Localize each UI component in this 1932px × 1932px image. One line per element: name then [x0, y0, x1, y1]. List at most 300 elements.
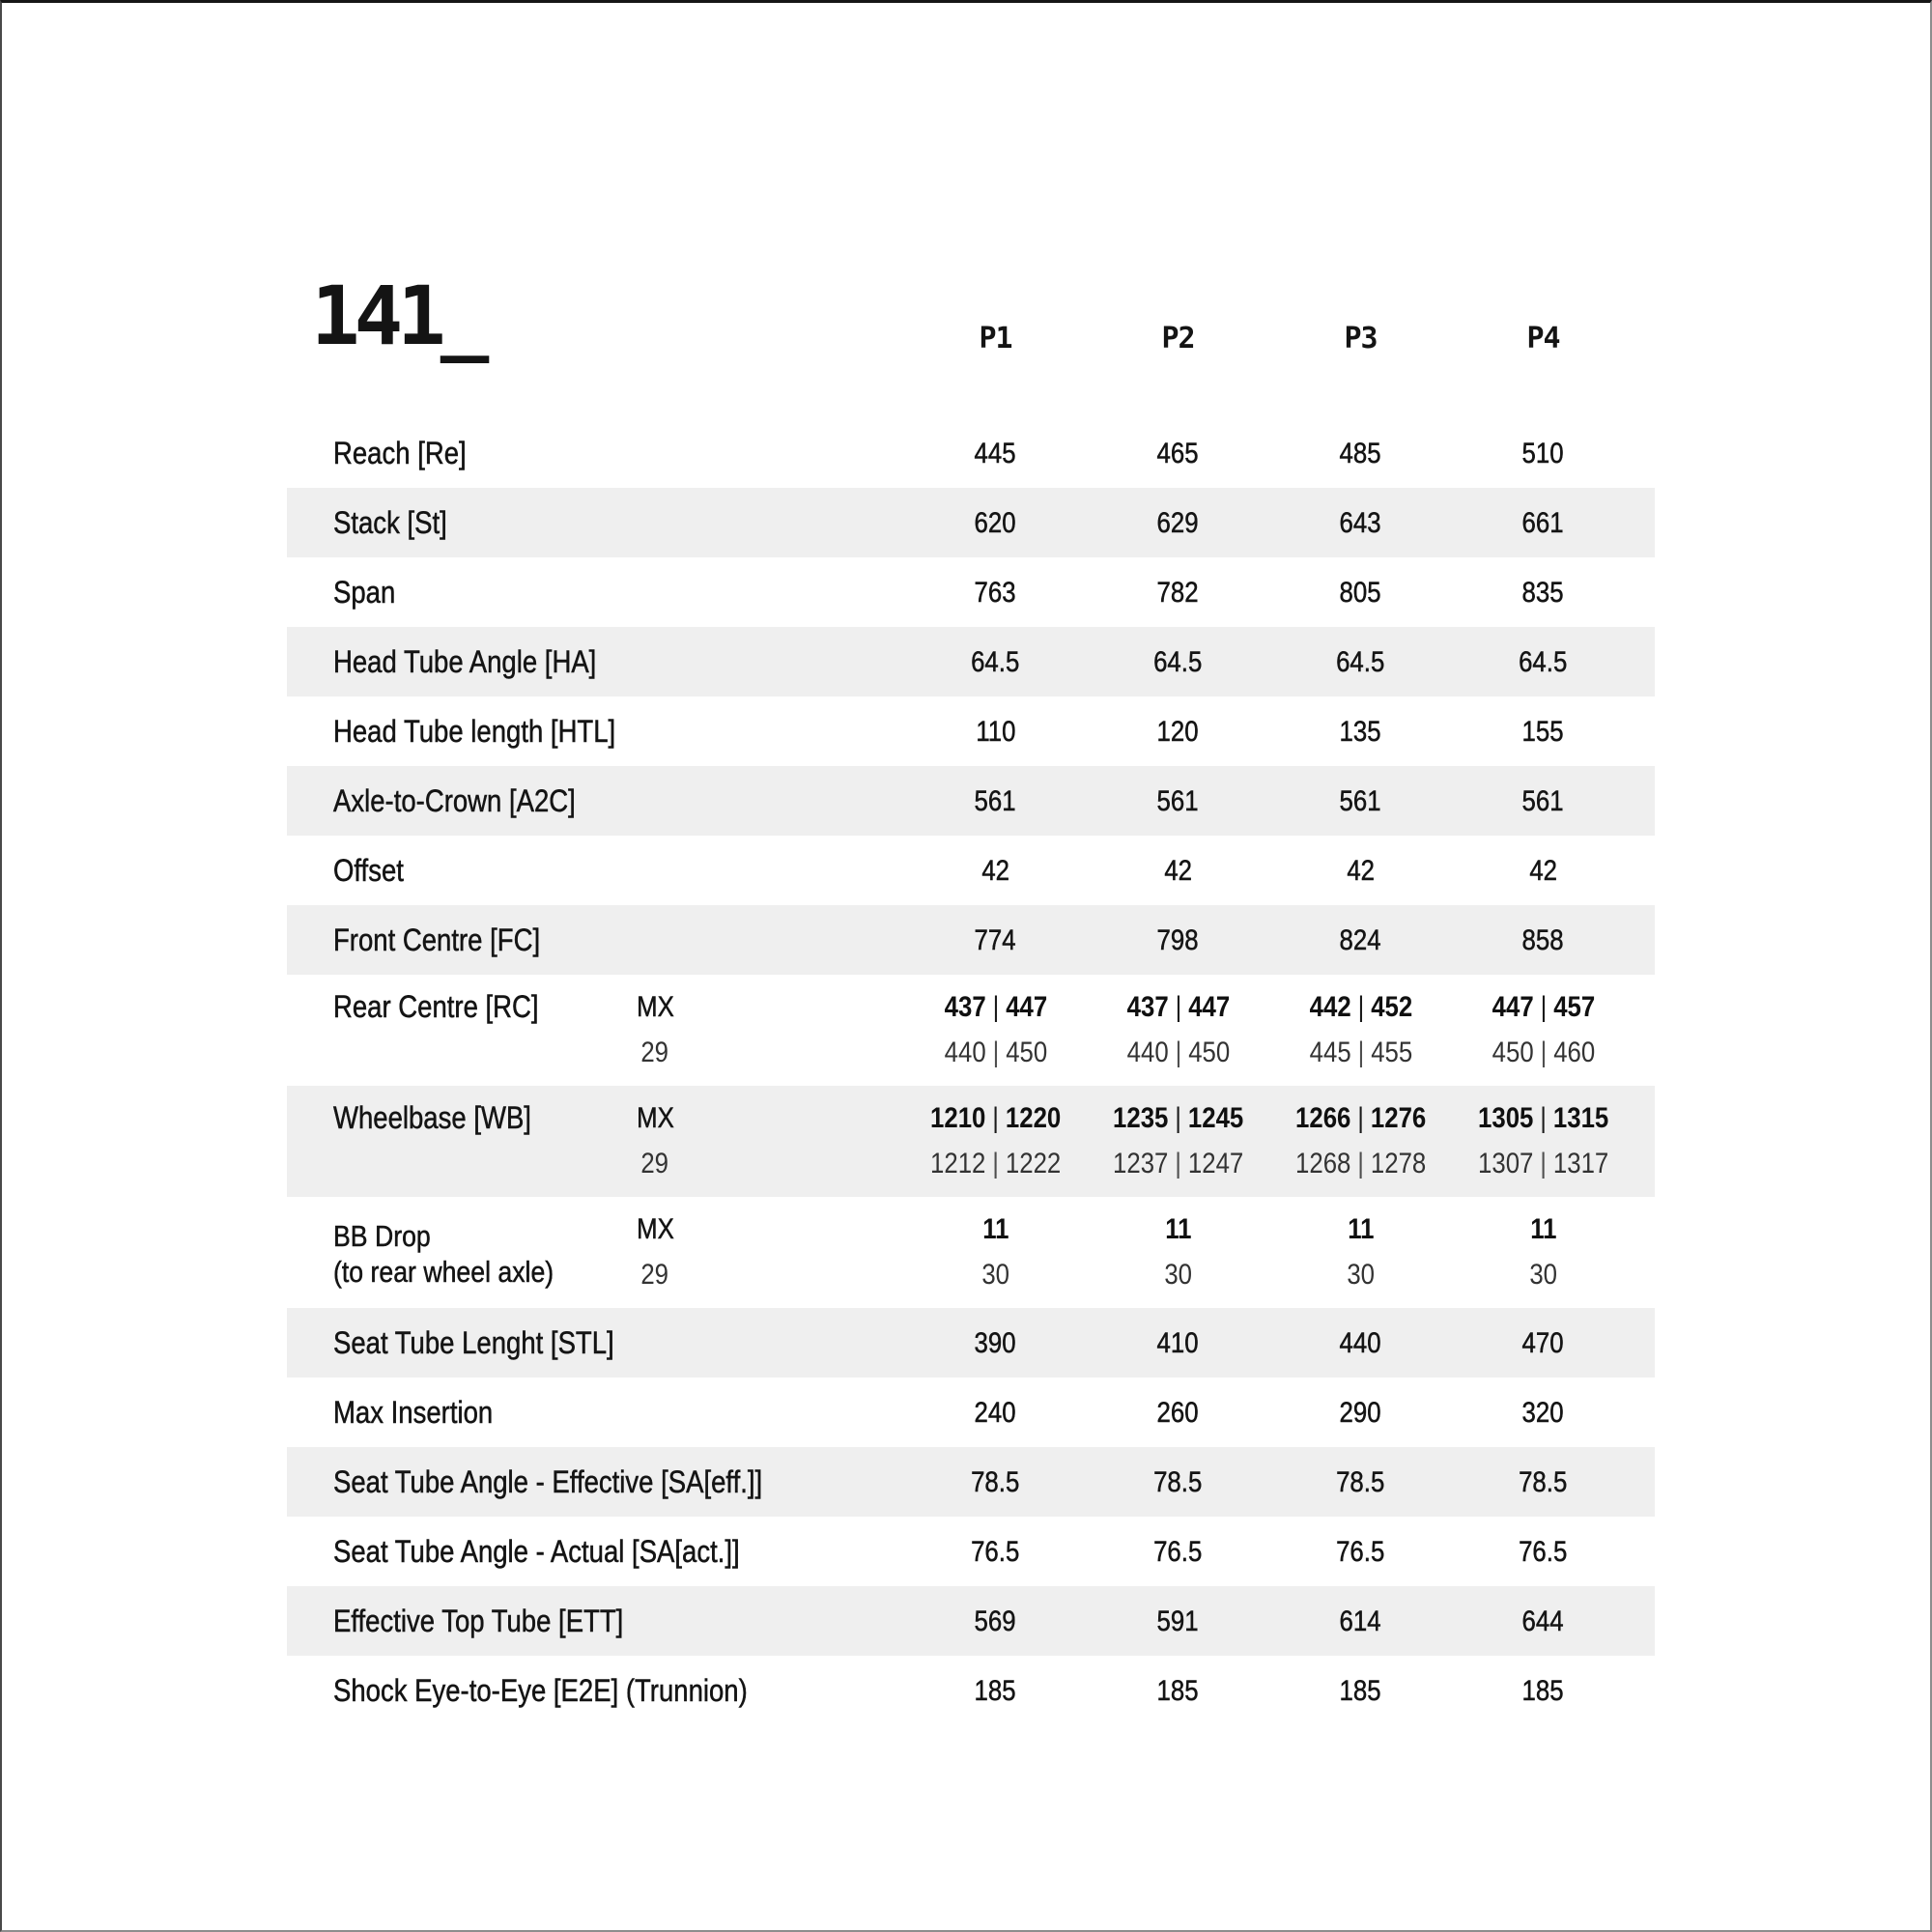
- divider-bar-glyph: |: [1357, 1037, 1364, 1068]
- value-cell: [1452, 918, 1634, 963]
- value-cell: [1452, 709, 1634, 754]
- row-sub-column: [577, 1086, 733, 1197]
- value-line: [1452, 918, 1634, 963]
- value-cell: [1087, 709, 1269, 754]
- value-line: [1087, 1460, 1269, 1505]
- divider-bar-glyph: |: [1175, 1102, 1181, 1134]
- row-values: [904, 1321, 1634, 1366]
- cell-text: 64.5: [1336, 645, 1385, 678]
- value-line: [1452, 848, 1634, 894]
- row-sub-column: [577, 1197, 733, 1308]
- table-row: [287, 418, 1655, 488]
- row-label: [287, 643, 597, 680]
- table-row: [287, 836, 1655, 905]
- value-line: [577, 984, 733, 1030]
- value-line: [1452, 639, 1634, 685]
- cell-text: 78.5: [1153, 1465, 1203, 1498]
- value-line: [1269, 984, 1452, 1030]
- value-line: [1087, 1207, 1269, 1252]
- cell-text: 782: [1156, 576, 1200, 609]
- cell-text: 30: [981, 1259, 1009, 1291]
- cell-text: 11: [1529, 1213, 1557, 1245]
- cell-text: 835: [1521, 576, 1565, 609]
- value-cell: [904, 570, 1087, 615]
- value-line: [1087, 1390, 1269, 1435]
- value-line: [1452, 1599, 1634, 1644]
- row-values: [904, 1086, 1634, 1197]
- row-label-line2: [333, 1254, 577, 1290]
- value-cell: [904, 1086, 1087, 1197]
- value-line: [1269, 1390, 1452, 1435]
- row-label: [287, 575, 577, 611]
- value-line: [1452, 500, 1634, 546]
- geometry-table: [287, 269, 1655, 1725]
- value-line: [1269, 1141, 1452, 1186]
- cell-text: 240: [974, 1396, 1017, 1429]
- cell-text: BB Drop: [333, 1219, 431, 1253]
- column-header-p2: P2: [1161, 322, 1195, 356]
- row-label: [287, 1672, 748, 1709]
- value-line: [904, 1668, 1087, 1714]
- cell-text: MX: [636, 1102, 674, 1134]
- row-label: [287, 853, 577, 889]
- row-values: [904, 918, 1634, 963]
- value-cell: [1269, 1529, 1452, 1575]
- value-line: [904, 570, 1087, 615]
- value-line: [1269, 1321, 1452, 1366]
- cell-text: 614: [1339, 1605, 1382, 1637]
- cell-text: Seat Tube Lenght [STL]: [333, 1324, 614, 1360]
- value-cell: [904, 1390, 1087, 1435]
- cell-text: 42: [981, 854, 1009, 887]
- divider-bar-glyph: |: [1540, 991, 1547, 1023]
- value-cell: [1087, 779, 1269, 824]
- value-cell: [904, 709, 1087, 754]
- value-cell: [1087, 431, 1269, 476]
- table-row: [287, 1197, 1655, 1308]
- cell-text: 185: [1156, 1674, 1200, 1707]
- row-values: [904, 639, 1634, 685]
- value-cell: [1087, 1197, 1269, 1308]
- value-line: [1452, 1030, 1634, 1075]
- title-cell: [287, 269, 577, 363]
- value-line: [1087, 1529, 1269, 1575]
- row-label: [287, 505, 577, 541]
- value-line: [577, 1030, 733, 1075]
- row-label: [287, 436, 577, 471]
- value-line: [904, 1460, 1087, 1505]
- divider-bar-glyph: |: [992, 991, 999, 1023]
- value-line: [1269, 1030, 1452, 1075]
- cell-text: MX: [636, 991, 674, 1023]
- value-cell: [904, 848, 1087, 894]
- row-values: [904, 431, 1634, 476]
- value-cell: [1087, 1321, 1269, 1366]
- value-line: [1087, 1321, 1269, 1366]
- value-line: [1087, 709, 1269, 754]
- cell-text: 30: [1347, 1259, 1375, 1291]
- value-cell: [1452, 779, 1634, 824]
- cell-text: 629: [1156, 506, 1200, 539]
- cell-text: 29: [640, 1037, 669, 1068]
- cell-text: 510: [1521, 437, 1565, 469]
- value-cell: [1269, 1321, 1452, 1366]
- value-cell: [1269, 1086, 1452, 1197]
- cell-text: 29: [640, 1148, 669, 1179]
- table-row: [287, 1378, 1655, 1447]
- value-line: [1087, 1252, 1269, 1297]
- row-values: [904, 848, 1634, 894]
- cell-text: 450 | 460: [1492, 1037, 1595, 1068]
- cell-text: 437 | 447: [944, 991, 1047, 1023]
- cell-text: 120: [1156, 715, 1200, 748]
- row-values: [904, 1599, 1634, 1644]
- cell-text: 185: [974, 1674, 1017, 1707]
- divider-bar-glyph: |: [992, 1037, 999, 1068]
- cell-text: 155: [1521, 715, 1565, 748]
- value-cell: [1452, 1321, 1634, 1366]
- divider-bar-glyph: |: [1540, 1102, 1547, 1134]
- cell-text: Axle-to-Crown [A2C]: [333, 782, 576, 818]
- cell-text: 798: [1156, 923, 1200, 956]
- value-line: [1452, 709, 1634, 754]
- value-cell: [1087, 639, 1269, 685]
- cell-text: 76.5: [1153, 1535, 1203, 1568]
- cell-text: 569: [974, 1605, 1017, 1637]
- row-values: [904, 779, 1634, 824]
- table-row: [287, 766, 1655, 836]
- value-line: [1452, 1095, 1634, 1141]
- value-cell: [904, 1321, 1087, 1366]
- divider-bar-glyph: |: [992, 1102, 999, 1134]
- value-cell: [1087, 1668, 1269, 1714]
- value-cell: [1087, 1529, 1269, 1575]
- value-cell: [1087, 848, 1269, 894]
- cell-text: 64.5: [971, 645, 1020, 678]
- value-cell: [1452, 1086, 1634, 1197]
- cell-text: 42: [1529, 854, 1557, 887]
- value-line: [904, 1030, 1087, 1075]
- value-line: [904, 1529, 1087, 1575]
- value-line: [1087, 1599, 1269, 1644]
- row-label: [287, 1395, 577, 1431]
- cell-text: 437 | 447: [1126, 991, 1230, 1023]
- value-cell: [1452, 848, 1634, 894]
- row-label-line1: [333, 1218, 577, 1254]
- value-line: [577, 1141, 733, 1186]
- divider-bar-glyph: |: [1175, 1037, 1181, 1068]
- divider-bar-glyph: |: [1357, 1148, 1364, 1179]
- divider-bar-glyph: |: [1540, 1037, 1547, 1068]
- row-label: [287, 1463, 763, 1500]
- value-line: [904, 1141, 1087, 1186]
- cell-text: 320: [1521, 1396, 1565, 1429]
- value-cell: [1269, 570, 1452, 615]
- value-cell: [1087, 918, 1269, 963]
- table-row: [287, 1517, 1655, 1586]
- value-cell: [904, 1529, 1087, 1575]
- value-line: [1087, 918, 1269, 963]
- cell-text: Rear Centre [RC]: [333, 989, 539, 1024]
- table-row: [287, 1447, 1655, 1517]
- cell-text: 78.5: [1336, 1465, 1385, 1498]
- cell-text: 64.5: [1519, 645, 1568, 678]
- value-cell: [1452, 1668, 1634, 1714]
- divider-bar-glyph: |: [1175, 991, 1181, 1023]
- value-line: [1269, 779, 1452, 824]
- cell-text: 11: [1347, 1213, 1375, 1245]
- value-cell: [1269, 709, 1452, 754]
- value-line: [1087, 570, 1269, 615]
- cell-text: 470: [1521, 1326, 1565, 1359]
- cell-text: 1212 | 1222: [929, 1148, 1062, 1179]
- value-cell: [1452, 639, 1634, 685]
- cell-text: 774: [974, 923, 1017, 956]
- value-line: [904, 431, 1087, 476]
- value-line: [1452, 1252, 1634, 1297]
- value-line: [1087, 1141, 1269, 1186]
- value-cell: [1452, 570, 1634, 615]
- cell-text: 591: [1156, 1605, 1200, 1637]
- value-line: [1087, 984, 1269, 1030]
- row-values: [904, 1197, 1634, 1308]
- value-line: [1452, 431, 1634, 476]
- row-label: [287, 1603, 624, 1639]
- value-line: [904, 1252, 1087, 1297]
- value-line: [577, 1252, 733, 1297]
- cell-text: 135: [1339, 715, 1382, 748]
- value-cell: [1269, 975, 1452, 1086]
- cell-text: Seat Tube Angle - Actual [SA[act.]]: [333, 1533, 740, 1569]
- value-cell: [1269, 500, 1452, 546]
- table-row: [287, 975, 1655, 1086]
- value-line: [1452, 1321, 1634, 1366]
- cell-text: 661: [1521, 506, 1565, 539]
- value-line: [1269, 639, 1452, 685]
- cell-text: Offset: [333, 852, 404, 888]
- value-cell: [1452, 1390, 1634, 1435]
- cell-text: 76.5: [1336, 1535, 1385, 1568]
- table-row: [287, 1308, 1655, 1378]
- value-line: [1269, 1095, 1452, 1141]
- cell-text: 858: [1521, 923, 1565, 956]
- value-cell: [1269, 1599, 1452, 1644]
- value-line: [577, 1207, 733, 1252]
- column-header-p3: P3: [1344, 322, 1378, 356]
- row-sub-column: [577, 975, 733, 1086]
- value-cell: [904, 975, 1087, 1086]
- value-cell: [1269, 848, 1452, 894]
- value-line: [1087, 779, 1269, 824]
- value-cell: [904, 1460, 1087, 1505]
- cell-text: Span: [333, 574, 396, 610]
- table-row: [287, 488, 1655, 557]
- value-cell: [904, 779, 1087, 824]
- cell-text: 110: [975, 715, 1016, 748]
- cell-text: 1235 | 1245: [1112, 1102, 1244, 1134]
- value-cell: [904, 639, 1087, 685]
- value-line: [1452, 779, 1634, 824]
- value-line: [1269, 500, 1452, 546]
- cell-text: Seat Tube Angle - Effective [SA[eff.]]: [333, 1463, 763, 1499]
- value-line: [904, 1207, 1087, 1252]
- cell-text: 561: [1156, 784, 1200, 817]
- cell-text: 805: [1339, 576, 1382, 609]
- value-line: [1452, 1668, 1634, 1714]
- cell-text: 643: [1339, 506, 1382, 539]
- value-line: [904, 709, 1087, 754]
- value-cell: [1452, 1197, 1634, 1308]
- row-values: [904, 500, 1634, 546]
- value-cell: [1269, 918, 1452, 963]
- cell-text: 1268 | 1278: [1294, 1148, 1427, 1179]
- cell-text: 561: [1521, 784, 1565, 817]
- value-cell: [904, 500, 1087, 546]
- cell-text: 440 | 450: [1126, 1037, 1230, 1068]
- row-label: [287, 923, 577, 958]
- cell-text: 64.5: [1153, 645, 1203, 678]
- table-row: [287, 1586, 1655, 1656]
- value-cell: [904, 431, 1087, 476]
- cell-text: 440 | 450: [944, 1037, 1047, 1068]
- row-label: [287, 1197, 577, 1308]
- cell-text: 11: [981, 1213, 1009, 1245]
- cell-text: 824: [1339, 923, 1382, 956]
- value-line: [1269, 709, 1452, 754]
- value-cell: [1452, 1460, 1634, 1505]
- value-cell: [1087, 1086, 1269, 1197]
- value-cell: [1087, 1390, 1269, 1435]
- value-cell: [1452, 1529, 1634, 1575]
- row-label: [287, 783, 577, 819]
- table-row: [287, 627, 1655, 696]
- model-title: 141_: [311, 269, 484, 363]
- cell-text: Max Insertion: [333, 1394, 494, 1430]
- cell-text: 465: [1156, 437, 1200, 469]
- value-cell: [1087, 500, 1269, 546]
- value-cell: [1087, 1599, 1269, 1644]
- cell-text: 42: [1347, 854, 1375, 887]
- value-cell: [1269, 1460, 1452, 1505]
- value-cell: [1269, 1197, 1452, 1308]
- value-line: [904, 779, 1087, 824]
- value-line: [1452, 984, 1634, 1030]
- row-values: [904, 570, 1634, 615]
- value-line: [1269, 848, 1452, 894]
- value-cell: [1452, 1599, 1634, 1644]
- cell-text: 76.5: [971, 1535, 1020, 1568]
- value-line: [1087, 431, 1269, 476]
- value-cell: [1452, 975, 1634, 1086]
- value-cell: [904, 918, 1087, 963]
- row-label: [287, 1324, 614, 1361]
- column-header-p1: P1: [979, 322, 1012, 356]
- row-values: [904, 1390, 1634, 1435]
- table-row: [287, 1656, 1655, 1725]
- cell-text: Head Tube length [HTL]: [333, 713, 616, 749]
- row-label: [287, 1086, 577, 1197]
- value-cell: [1269, 1390, 1452, 1435]
- cell-text: Front Centre [FC]: [333, 922, 541, 957]
- cell-text: Shock Eye-to-Eye [E2E] (Trunnion): [333, 1672, 748, 1708]
- value-line: [904, 639, 1087, 685]
- cell-text: MX: [636, 1213, 674, 1245]
- cell-text: 1307 | 1317: [1477, 1148, 1609, 1179]
- cell-text: Head Tube Angle [HA]: [333, 643, 597, 679]
- cell-text: 260: [1156, 1396, 1200, 1429]
- cell-text: 644: [1521, 1605, 1565, 1637]
- cell-text: 445: [974, 437, 1017, 469]
- cell-text: 1210 | 1220: [929, 1102, 1062, 1134]
- cell-text: Stack [St]: [333, 504, 447, 540]
- value-line: [904, 1321, 1087, 1366]
- cell-text: 42: [1164, 854, 1192, 887]
- table-row: [287, 905, 1655, 975]
- value-line: [1452, 1207, 1634, 1252]
- value-cell: [1269, 1668, 1452, 1714]
- cell-text: 440: [1339, 1326, 1382, 1359]
- value-line: [1452, 1390, 1634, 1435]
- cell-text: 561: [1339, 784, 1382, 817]
- table-row: [287, 696, 1655, 766]
- row-values: [904, 709, 1634, 754]
- value-line: [1269, 918, 1452, 963]
- value-line: [1452, 1460, 1634, 1505]
- cell-text: Reach [Re]: [333, 435, 467, 470]
- value-cell: [1087, 570, 1269, 615]
- value-line: [1269, 1207, 1452, 1252]
- cell-text: 561: [974, 784, 1017, 817]
- value-line: [1452, 1529, 1634, 1575]
- value-cell: [904, 1197, 1087, 1308]
- cell-text: 29: [640, 1259, 669, 1291]
- cell-text: 442 | 452: [1309, 991, 1412, 1023]
- value-line: [1269, 1460, 1452, 1505]
- cell-text: 76.5: [1519, 1535, 1568, 1568]
- cell-text: 410: [1156, 1326, 1200, 1359]
- value-cell: [904, 1668, 1087, 1714]
- cell-text: 30: [1164, 1259, 1192, 1291]
- row-label: [287, 975, 577, 1086]
- table-body: [287, 418, 1655, 1725]
- row-values: [904, 1529, 1634, 1575]
- value-line: [1087, 1095, 1269, 1141]
- value-line: [904, 1390, 1087, 1435]
- value-line: [904, 500, 1087, 546]
- cell-text: Wheelbase [WB]: [333, 1100, 531, 1135]
- divider-bar-glyph: |: [1175, 1148, 1181, 1179]
- table-row: [287, 557, 1655, 627]
- table-row: [287, 1086, 1655, 1197]
- value-line: [1269, 1529, 1452, 1575]
- value-line: [1087, 1668, 1269, 1714]
- value-cell: [904, 1599, 1087, 1644]
- cell-text: 620: [974, 506, 1017, 539]
- value-cell: [1452, 500, 1634, 546]
- cell-text: 1237 | 1247: [1112, 1148, 1244, 1179]
- divider-bar-glyph: |: [1357, 991, 1364, 1023]
- value-line: [1452, 1141, 1634, 1186]
- value-line: [577, 1095, 733, 1141]
- value-cell: [1269, 431, 1452, 476]
- cell-text: 485: [1339, 437, 1382, 469]
- cell-text: 290: [1339, 1396, 1382, 1429]
- value-line: [904, 984, 1087, 1030]
- cell-text: 185: [1521, 1674, 1565, 1707]
- column-header-p4: P4: [1526, 322, 1560, 356]
- cell-text: 1305 | 1315: [1477, 1102, 1609, 1134]
- row-values: [904, 1668, 1634, 1714]
